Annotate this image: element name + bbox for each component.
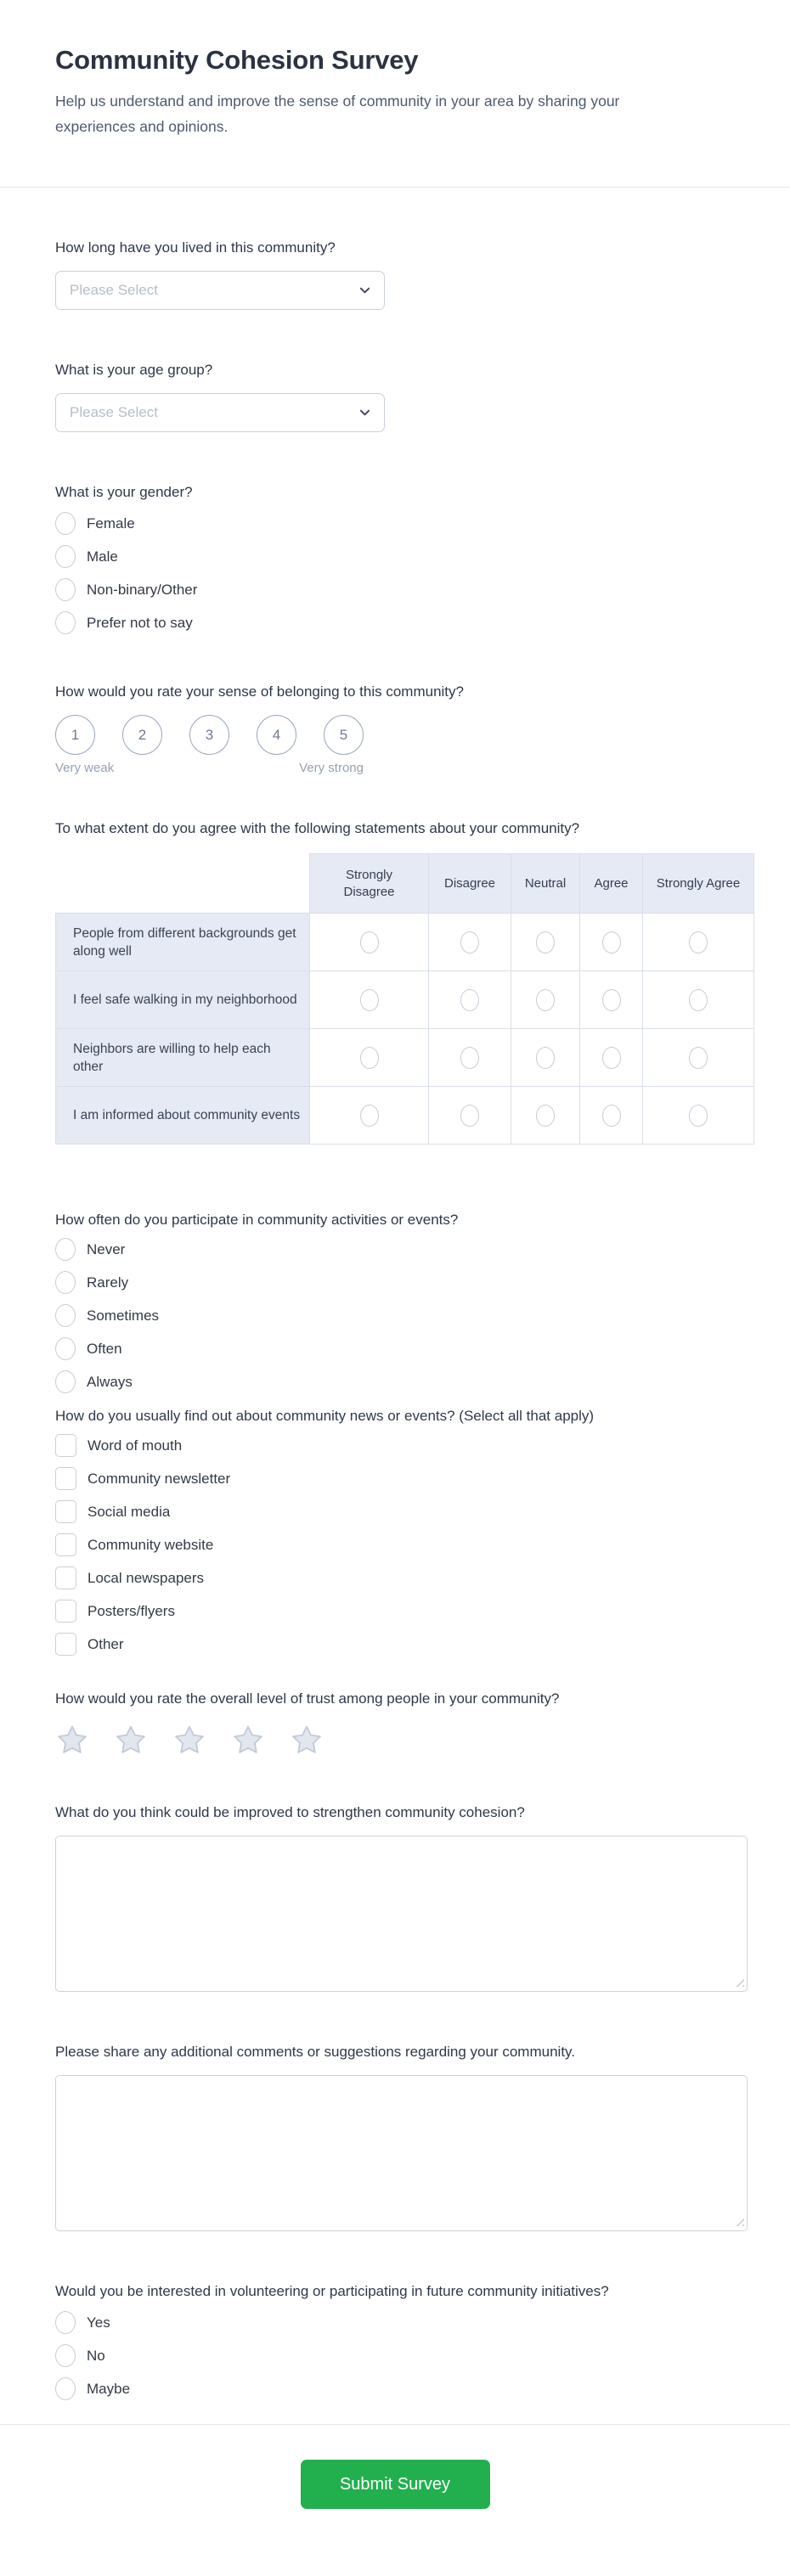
option-label: Yes: [87, 2314, 110, 2331]
question-improvement: [55, 1802, 735, 1992]
radio-button-icon[interactable]: [536, 1047, 555, 1069]
star-icon[interactable]: [55, 1724, 89, 1758]
belonging-scale-option[interactable]: 3: [189, 715, 229, 755]
scale-min-label: Very weak: [55, 761, 115, 775]
checkbox-icon[interactable]: [55, 1566, 76, 1589]
age-select-value: Please Select: [70, 404, 158, 420]
news-source-option[interactable]: [55, 1467, 735, 1490]
radio-button-icon[interactable]: [55, 611, 76, 634]
comments-textarea-wrap: [55, 2075, 748, 2231]
participation-options: [55, 1238, 735, 1393]
radio-button-icon[interactable]: [602, 989, 621, 1011]
checkbox-icon[interactable]: [55, 1600, 76, 1623]
matrix-radio-cell[interactable]: [580, 1087, 643, 1145]
checkbox-icon[interactable]: [55, 1434, 76, 1457]
gender-options: [55, 512, 735, 634]
radio-button-icon[interactable]: [55, 2344, 76, 2367]
question-news-sources: [55, 1405, 735, 1656]
matrix-radio-cell[interactable]: [580, 914, 643, 971]
matrix-radio-cell[interactable]: [643, 1087, 754, 1145]
option-label: Prefer not to say: [87, 614, 193, 631]
radio-button-icon[interactable]: [360, 1047, 379, 1069]
matrix-row: [56, 1087, 754, 1145]
page-subtitle: Help us understand and improve the sense of community in your area by sharing your experiences and opinions.: [55, 93, 620, 135]
matrix-radio-cell[interactable]: [580, 1029, 643, 1087]
option-label: Social media: [87, 1503, 171, 1520]
radio-button-icon[interactable]: [689, 989, 708, 1011]
matrix-column-header: Strongly Disagree: [310, 854, 429, 914]
news-source-option[interactable]: [55, 1533, 735, 1556]
matrix-row: [56, 1029, 754, 1087]
belonging-scale: [55, 715, 735, 755]
matrix-corner-cell: [56, 854, 310, 914]
radio-button-icon[interactable]: [602, 1105, 621, 1127]
page-title: Community Cohesion Survey: [55, 45, 419, 75]
improvement-textarea[interactable]: [55, 1836, 748, 1992]
question-label-belonging: How would you rate your sense of belonging to this community?: [55, 683, 464, 700]
participation-option[interactable]: [55, 1304, 735, 1327]
radio-button-icon[interactable]: [360, 989, 379, 1011]
news-source-option[interactable]: [55, 1500, 735, 1523]
radio-button-icon[interactable]: [55, 512, 76, 535]
matrix-row-label: I am informed about community events: [56, 1087, 310, 1145]
radio-button-icon[interactable]: [360, 1105, 379, 1127]
question-label-agreement: To what extent do you agree with the following statements about your community?: [55, 820, 580, 836]
news-source-option[interactable]: [55, 1600, 735, 1623]
question-age: [55, 359, 735, 432]
volunteering-options: [55, 2311, 735, 2400]
option-label: Posters/flyers: [87, 1602, 175, 1619]
question-label-volunteering: Would you be interested in volunteering or participating in future community initiatives?: [55, 2283, 609, 2299]
radio-button-icon[interactable]: [536, 989, 555, 1011]
question-residency: [55, 237, 735, 310]
option-label: Rarely: [87, 1274, 129, 1291]
footer: [0, 2424, 790, 2551]
radio-button-icon[interactable]: [689, 1105, 708, 1127]
question-label-residency: How long have you lived in this community?: [55, 239, 336, 256]
radio-button-icon[interactable]: [602, 931, 621, 953]
question-label-participation: How often do you participate in community activities or events?: [55, 1212, 459, 1228]
option-label: Word of mouth: [87, 1437, 183, 1454]
matrix-row-label: Neighbors are willing to help each other: [56, 1029, 310, 1087]
matrix-radio-cell[interactable]: [310, 971, 429, 1029]
header-divider: [0, 187, 790, 188]
radio-button-icon[interactable]: [460, 1047, 479, 1069]
participation-option[interactable]: [55, 1370, 735, 1393]
option-label: Maybe: [87, 2380, 131, 2397]
matrix-radio-cell[interactable]: [310, 914, 429, 971]
star-icon[interactable]: [290, 1724, 324, 1758]
radio-button-icon[interactable]: [536, 1105, 555, 1127]
matrix-column-header: Neutral: [511, 854, 580, 914]
matrix-radio-cell[interactable]: [580, 971, 643, 1029]
radio-button-icon[interactable]: [689, 1047, 708, 1069]
trust-stars: [55, 1724, 735, 1758]
submit-button[interactable]: Submit Survey: [301, 2460, 490, 2509]
matrix-column-header: Strongly Agree: [643, 854, 754, 914]
matrix-radio-cell[interactable]: [643, 914, 754, 971]
question-agreement: [55, 818, 741, 1145]
radio-button-icon[interactable]: [55, 2311, 76, 2334]
matrix-radio-cell[interactable]: [511, 971, 580, 1029]
improvement-textarea-wrap: [55, 1836, 748, 1992]
checkbox-icon[interactable]: [55, 1633, 76, 1656]
radio-button-icon[interactable]: [360, 931, 379, 953]
residency-select[interactable]: [55, 271, 385, 310]
matrix-row-label: People from different backgrounds get along well: [56, 914, 310, 971]
radio-button-icon[interactable]: [460, 989, 479, 1011]
radio-button-icon[interactable]: [536, 931, 555, 953]
belonging-scale-option[interactable]: 5: [324, 715, 364, 755]
question-comments: [55, 2041, 735, 2231]
matrix-row-label: I feel safe walking in my neighborhood: [56, 971, 310, 1029]
option-label: Always: [87, 1373, 133, 1390]
radio-button-icon[interactable]: [460, 1105, 479, 1127]
participation-option[interactable]: [55, 1337, 735, 1360]
option-label: Female: [87, 515, 135, 532]
radio-button-icon[interactable]: [460, 931, 479, 953]
question-label-gender: What is your gender?: [55, 484, 193, 500]
matrix-radio-cell[interactable]: [511, 1029, 580, 1087]
participation-option[interactable]: [55, 1271, 735, 1294]
option-label: Community website: [87, 1536, 214, 1553]
news-source-option[interactable]: [55, 1566, 735, 1589]
matrix-radio-cell[interactable]: [429, 1029, 511, 1087]
question-label-comments: Please share any additional comments or suggestions regarding your community.: [55, 2044, 575, 2060]
belonging-scale-labels: [55, 761, 364, 775]
radio-button-icon[interactable]: [602, 1047, 621, 1069]
matrix-radio-cell[interactable]: [429, 971, 511, 1029]
question-participation: [55, 1209, 735, 1393]
radio-button-icon[interactable]: [55, 578, 76, 601]
matrix-radio-cell[interactable]: [310, 1029, 429, 1087]
star-icon[interactable]: [114, 1724, 148, 1758]
radio-button-icon[interactable]: [55, 545, 76, 568]
residency-select-value: Please Select: [70, 282, 158, 298]
question-label-trust: How would you rate the overall level of trust among people in your community?: [55, 1690, 560, 1707]
option-label: Male: [87, 548, 118, 565]
matrix-radio-cell[interactable]: [511, 1087, 580, 1145]
question-label-improvement: What do you think could be improved to strengthen community cohesion?: [55, 1804, 525, 1820]
question-belonging: [55, 681, 735, 775]
question-label-age: What is your age group?: [55, 362, 213, 378]
radio-button-icon[interactable]: [55, 1337, 76, 1360]
volunteering-option[interactable]: [55, 2344, 735, 2367]
news-source-option[interactable]: [55, 1633, 735, 1656]
news-source-option[interactable]: [55, 1434, 735, 1457]
scale-max-label: Very strong: [299, 761, 364, 775]
matrix-radio-cell[interactable]: [643, 971, 754, 1029]
checkbox-icon[interactable]: [55, 1467, 76, 1490]
matrix-radio-cell[interactable]: [429, 1087, 511, 1145]
matrix-radio-cell[interactable]: [511, 914, 580, 971]
gender-option[interactable]: [55, 578, 735, 601]
star-icon[interactable]: [172, 1724, 206, 1758]
option-label: No: [87, 2347, 105, 2364]
question-gender: [55, 481, 735, 634]
agreement-matrix: [55, 853, 754, 1145]
radio-button-icon[interactable]: [55, 1238, 76, 1261]
belonging-scale-option[interactable]: 4: [257, 715, 296, 755]
matrix-row: [56, 914, 754, 971]
matrix-column-header: Disagree: [429, 854, 511, 914]
radio-button-icon[interactable]: [55, 1370, 76, 1393]
matrix-radio-cell[interactable]: [429, 914, 511, 971]
matrix-row: [56, 971, 754, 1029]
checkbox-icon[interactable]: [55, 1500, 76, 1523]
participation-option[interactable]: [55, 1238, 735, 1261]
gender-option[interactable]: [55, 545, 735, 568]
matrix-radio-cell[interactable]: [643, 1029, 754, 1087]
news-source-options: [55, 1434, 735, 1656]
volunteering-option[interactable]: [55, 2311, 735, 2334]
question-volunteering: [55, 2281, 735, 2400]
gender-option[interactable]: [55, 512, 735, 535]
option-label: Other: [87, 1635, 124, 1652]
gender-option[interactable]: [55, 611, 735, 634]
radio-button-icon[interactable]: [55, 1271, 76, 1294]
option-label: Often: [87, 1340, 122, 1357]
radio-button-icon[interactable]: [689, 931, 708, 953]
radio-button-icon[interactable]: [55, 2377, 76, 2400]
belonging-scale-option[interactable]: 2: [122, 715, 162, 755]
radio-button-icon[interactable]: [55, 1304, 76, 1327]
checkbox-icon[interactable]: [55, 1533, 76, 1556]
volunteering-option[interactable]: [55, 2377, 735, 2400]
question-label-news-sources: How do you usually find out about community news or events? (Select all that apply): [55, 1408, 595, 1424]
chevron-down-icon: [358, 284, 371, 297]
option-label: Non-binary/Other: [87, 581, 198, 598]
option-label: Community newsletter: [87, 1470, 231, 1487]
chevron-down-icon: [358, 407, 371, 419]
age-select[interactable]: [55, 393, 385, 432]
survey-header: [0, 0, 790, 139]
star-icon[interactable]: [231, 1724, 265, 1758]
question-trust: [55, 1688, 735, 1758]
option-label: Sometimes: [87, 1307, 160, 1324]
comments-textarea[interactable]: [55, 2075, 748, 2231]
option-label: Local newspapers: [87, 1569, 205, 1586]
option-label: Never: [87, 1240, 126, 1257]
belonging-scale-option[interactable]: 1: [55, 715, 95, 755]
matrix-column-header: Agree: [580, 854, 643, 914]
matrix-radio-cell[interactable]: [310, 1087, 429, 1145]
